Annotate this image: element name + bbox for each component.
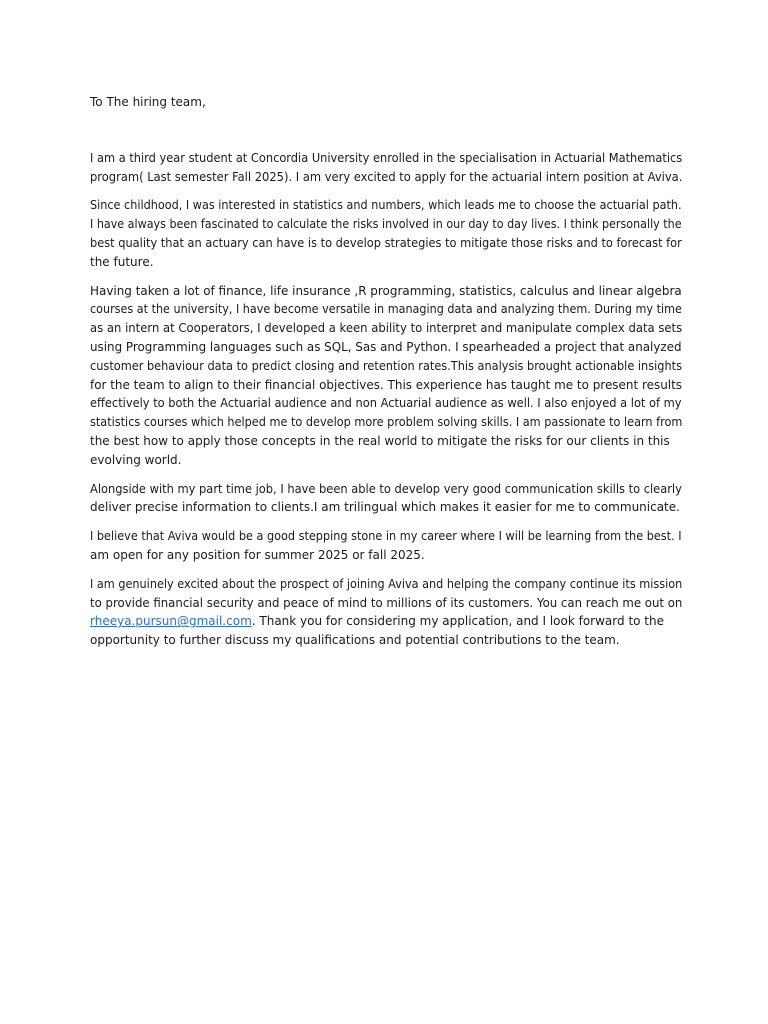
paragraph-line: customer behaviour data to predict closing and retention rates.This analysis brought actionable insights (90, 358, 682, 373)
paragraph-line: deliver precise information to clients.I am trilingual which makes it easier for me to communicate. (90, 500, 680, 515)
body-paragraph (90, 480, 682, 518)
salutation: To The hiring team, (90, 95, 206, 109)
paragraph-line: the best how to apply those concepts in the real world to mitigate the risks for our clients in this (90, 433, 670, 448)
paragraph-line: I have always been fascinated to calculate the risks involved in our day to day lives. I think personally the (90, 217, 682, 232)
paragraph-line: Having taken a lot of finance, life insurance ,R programming, statistics, calculus and linear algebra (90, 283, 682, 298)
closing-line: to provide financial security and peace of mind to millions of its customers. You can reach me out on (90, 595, 683, 610)
paragraph-line: Since childhood, I was interested in statistics and numbers, which leads me to choose the actuarial path. (90, 198, 682, 213)
paragraph-line: Alongside with my part time job, I have been able to develop very good communication skills to clearly (90, 481, 682, 496)
paragraph-line: I believe that Aviva would be a good stepping stone in my career where I will be learning from the best. I (90, 529, 682, 544)
closing-line-with-email (90, 612, 682, 631)
paragraph-line: program( Last semester Fall 2025). I am very excited to apply for the actuarial intern position at Aviva. (90, 169, 683, 184)
closing-paragraph (90, 575, 682, 650)
paragraph-line: courses at the university, I have become versatile in managing data and analyzing them. During my time (90, 302, 682, 317)
body-paragraph (90, 196, 682, 271)
paragraph-line: evolving world. (90, 452, 182, 467)
paragraph-line: the future. (90, 254, 154, 269)
paragraph-line: effectively to both the Actuarial audience and non Actuarial audience as well. I also enjoyed a lot of my (90, 396, 682, 411)
closing-line: I am genuinely excited about the prospect of joining Aviva and helping the company continue its mission (90, 576, 683, 591)
body-paragraph (90, 282, 682, 470)
paragraph-line: I am a third year student at Concordia University enrolled in the specialisation in Actuarial Mathematics (90, 150, 683, 165)
paragraph-line: statistics courses which helped me to develop more problem solving skills. I am passionate to learn from (90, 415, 683, 430)
paragraph-line: am open for any position for summer 2025 or fall 2025. (90, 547, 425, 562)
email-link[interactable]: rheeya.pursun@gmail.com (90, 614, 252, 629)
body-paragraph (90, 527, 682, 565)
closing-line-text: . Thank you for considering my application, and I look forward to the (251, 614, 664, 629)
paragraph-line: for the team to align to their financial objectives. This experience has taught me to present results (90, 377, 683, 392)
letter-paragraphs (90, 149, 682, 565)
body-paragraph (90, 149, 682, 187)
paragraph-line: using Programming languages such as SQL, Sas and Python. I spearheaded a project that analyzed (90, 339, 682, 354)
closing-line: opportunity to further discuss my qualifications and potential contributions to the team. (90, 633, 620, 648)
paragraph-line: as an intern at Cooperators, I developed a keen ability to interpret and manipulate complex data sets (90, 321, 683, 336)
letter-body (90, 93, 682, 660)
paragraph-line: best quality that an actuary can have is to develop strategies to mitigate those risks and to forecast for (90, 235, 682, 250)
